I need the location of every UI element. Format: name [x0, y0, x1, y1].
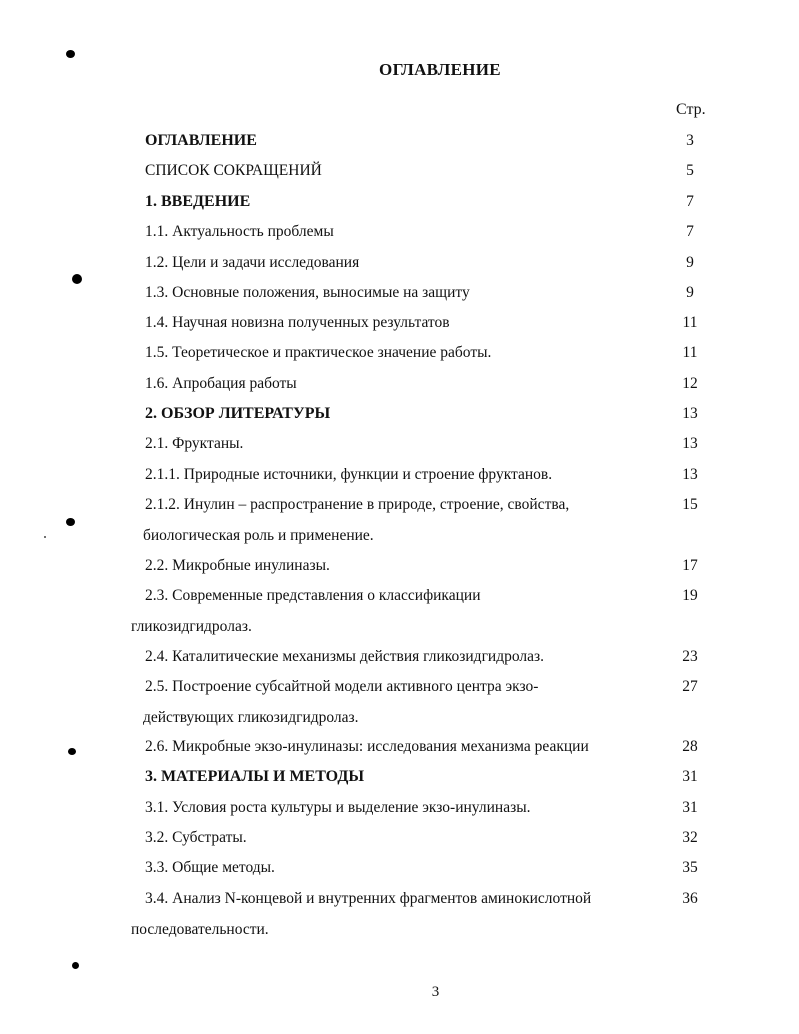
toc-entry-text: 3.1. Условия роста культуры и выделение экзо-инулиназы.	[145, 799, 531, 816]
scan-punch-mark	[66, 50, 75, 58]
toc-entry[interactable]	[145, 248, 665, 279]
toc-entry[interactable]	[145, 551, 665, 582]
toc-page-number: 35	[682, 859, 698, 876]
toc-entry-text: 1.6. Апробация работы	[145, 375, 297, 392]
toc-page-number: 19	[682, 587, 698, 604]
toc-entry[interactable]	[145, 853, 665, 884]
toc-entry-text: 2.2. Микробные инулиназы.	[145, 557, 330, 574]
toc-entry[interactable]	[145, 732, 665, 763]
toc-entry[interactable]	[145, 429, 665, 460]
toc-entry-text: 1.3. Основные положения, выносимые на защиту	[145, 284, 470, 301]
toc-entry-text: 3. МАТЕРИАЛЫ И МЕТОДЫ	[145, 768, 365, 785]
toc-page-number: 31	[682, 799, 698, 816]
scan-punch-mark	[66, 518, 75, 526]
toc-entry-text: 1.2. Цели и задачи исследования	[145, 254, 360, 271]
toc-page-number: 9	[686, 254, 694, 271]
toc-entry[interactable]	[145, 187, 665, 218]
toc-entry-text: 1.5. Теоретическое и практическое значение работы.	[145, 344, 492, 361]
toc-entry[interactable]	[145, 126, 665, 157]
toc-entry-continuation: биологическая роль и применение.	[143, 526, 374, 544]
toc-entry[interactable]	[145, 823, 665, 854]
toc-page-number: 28	[682, 738, 698, 755]
toc-entry-text: 2.4. Каталитические механизмы действия гликозидгидролаз.	[145, 648, 545, 665]
scan-punch-mark	[68, 748, 76, 755]
toc-page-number: 7	[686, 223, 694, 240]
toc-page-number: 23	[682, 648, 698, 665]
toc-entry-text: 2.5. Построение субсайтной модели активного центра экзо-	[145, 678, 539, 695]
toc-entry-text: 2.6. Микробные экзо-инулиназы: исследования механизма реакции	[145, 738, 589, 755]
toc-page-number: 11	[682, 344, 698, 361]
scan-punch-mark	[72, 962, 79, 969]
toc-entry[interactable]	[145, 278, 665, 309]
toc-entry[interactable]	[145, 762, 665, 793]
toc-entry[interactable]	[145, 369, 665, 400]
toc-entry-continuation: действующих гликозидгидролаз.	[143, 708, 359, 726]
toc-entry[interactable]	[145, 308, 665, 339]
toc-page-number: 31	[682, 768, 698, 785]
toc-page-number: 9	[686, 284, 694, 301]
toc-entry[interactable]	[145, 338, 665, 369]
toc-entry[interactable]	[145, 399, 665, 430]
toc-page-number: 27	[682, 678, 698, 695]
toc-page-number: 7	[686, 193, 694, 210]
toc-entry-text: 2.1.1. Природные источники, функции и строение фруктанов.	[145, 466, 553, 483]
toc-page-number: 32	[682, 829, 698, 846]
toc-entry-text: 2.1. Фруктаны.	[145, 435, 244, 452]
toc-page-number: 13	[682, 405, 698, 422]
toc-entry-text: 2.1.2. Инулин – распространение в природе, строение, свойства,	[145, 496, 570, 513]
toc-entry[interactable]	[145, 642, 665, 673]
page-column-label: Стр.	[676, 101, 706, 118]
toc-entry-text: 3.4. Анализ N-концевой и внутренних фрагментов аминокислотной	[145, 890, 592, 907]
toc-entry[interactable]	[145, 156, 665, 187]
toc-entry-text: ОГЛАВЛЕНИЕ	[145, 132, 257, 149]
toc-entry[interactable]	[145, 490, 665, 551]
toc-entry[interactable]	[131, 884, 665, 945]
scan-punch-mark	[72, 274, 82, 284]
toc-entry-text: СПИСОК СОКРАЩЕНИЙ	[145, 162, 322, 179]
toc-entry-text: 2. ОБЗОР ЛИТЕРАТУРЫ	[145, 405, 331, 422]
toc-page-number: 17	[682, 557, 698, 574]
toc-entry[interactable]	[145, 217, 665, 248]
toc-entry-continuation: последовательности.	[131, 920, 269, 938]
toc-entry[interactable]	[145, 793, 665, 824]
toc-page-number: 11	[682, 314, 698, 331]
toc-entry-text: 1. ВВЕДЕНИЕ	[145, 193, 251, 210]
toc-page-number: 15	[682, 496, 698, 513]
toc-entry[interactable]	[145, 460, 665, 491]
toc-entry[interactable]	[131, 581, 665, 642]
toc-page-number: 12	[682, 375, 698, 392]
toc-entry-text: 1.4. Научная новизна полученных результатов	[145, 314, 450, 331]
toc-entry-text: 2.3. Современные представления о классификации	[145, 587, 481, 604]
toc-page-number: 13	[682, 466, 698, 483]
scan-speck	[44, 536, 46, 538]
toc-page-number: 13	[682, 435, 698, 452]
toc-entry[interactable]	[145, 672, 665, 733]
toc-entry-text: 3.2. Субстраты.	[145, 829, 247, 846]
toc-page-number: 5	[686, 162, 694, 179]
toc-entry-continuation: гликозидгидролаз.	[131, 617, 252, 635]
page-number: 3	[431, 984, 440, 1000]
document-title: ОГЛАВЛЕНИЕ	[379, 60, 501, 79]
toc-entry-text: 3.3. Общие методы.	[145, 859, 275, 876]
toc-page-number: 3	[686, 132, 694, 149]
toc-page-number: 36	[682, 890, 698, 907]
toc-entry-text: 1.1. Актуальность проблемы	[145, 223, 334, 240]
